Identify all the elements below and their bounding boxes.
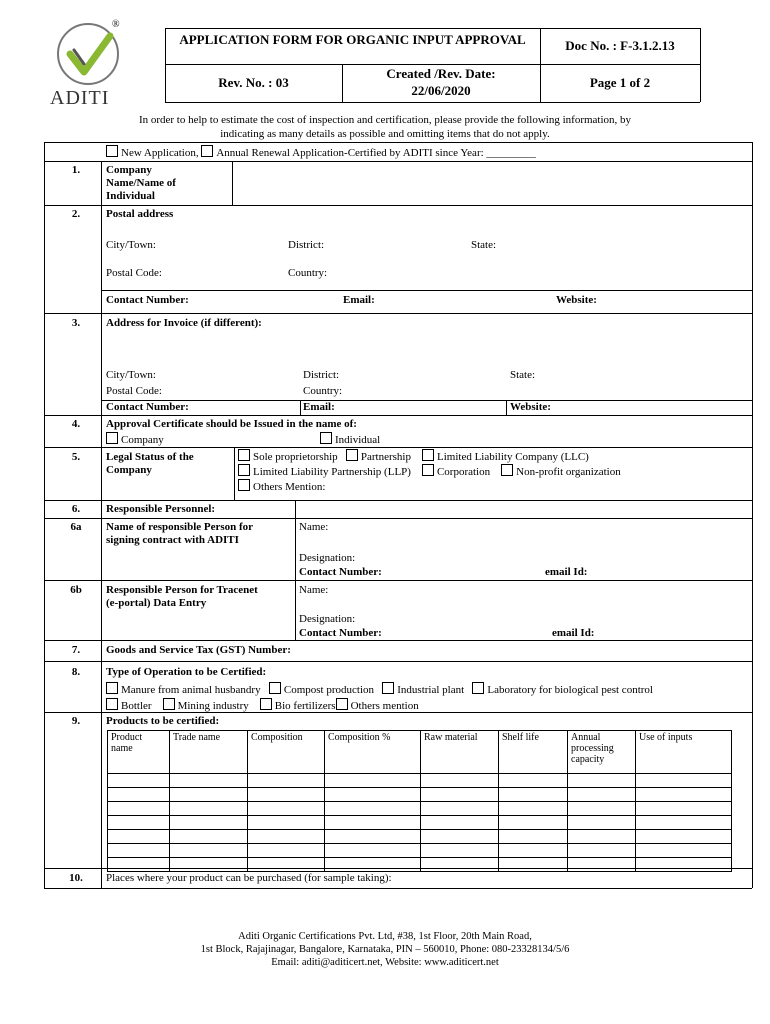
col-raw-material: Raw material [421,731,499,774]
table-row[interactable] [108,830,732,844]
legal-status-row-3: Others Mention: [238,479,325,494]
certificate-name-label: Approval Certificate should be Issued in the name of: [106,418,357,430]
operation-row-2: Bottler Mining industry Bio fertilizers Others mention [106,698,419,713]
company-name-field[interactable] [234,163,750,203]
section-6-number: 6. [71,503,81,515]
llc-checkbox[interactable] [422,449,434,461]
created-date: 22/06/2020 [411,83,471,98]
llp-checkbox[interactable] [238,464,250,476]
legal-status-row-1: Sole proprietorship Partnership Limited Liability Company (LLC) [238,449,589,464]
invoice-website-label: Website: [510,401,551,413]
partnership-checkbox[interactable] [346,449,358,461]
invoice-district-label: District: [303,369,340,381]
contract-person-designation-label: Designation: [299,552,356,564]
logo-text: ADITI [50,87,110,109]
others-operation-checkbox[interactable] [336,698,348,710]
products-table-header [108,731,732,774]
section-1-number: 1. [71,164,81,176]
laboratory-checkbox[interactable] [472,682,484,694]
registered-mark: ® [112,19,120,30]
tracenet-person-label: Responsible Person for Tracenet (e-portal) Data Entry [106,584,258,609]
responsible-personnel-label: Responsible Personnel: [106,503,216,515]
footer-line-1: Aditi Organic Certifications Pvt. Ltd, #38, 1st Floor, 20th Main Road, [238,931,532,942]
col-composition-percent: Composition % [325,731,421,774]
application-type-row: New Application, Annual Renewal Application-Certified by ADITI since Year: _________ [106,145,536,160]
legal-status-row-2: Limited Liability Partnership (LLP) Corporation Non-profit organization [238,464,621,479]
postal-city-label: City/Town: [106,239,156,251]
section-3-number: 3. [71,317,81,329]
section-6a-number: 6a [70,521,82,533]
bio-fertilizers-checkbox[interactable] [260,698,272,710]
invoice-postal-label: Postal Code: [106,385,162,397]
postal-code-label: Postal Code: [106,267,162,279]
intro-line-1: In order to help to estimate the cost of inspection and certification, please provide the following information, by [138,114,632,126]
others-legal-checkbox[interactable] [238,479,250,491]
industrial-plant-checkbox[interactable] [382,682,394,694]
invoice-email-label: Email: [303,401,335,413]
operation-row-1: Manure from animal husbandry Compost production Industrial plant Laboratory for biological pest control [106,682,653,697]
section-4-number: 4. [71,418,81,430]
table-row[interactable] [108,844,732,858]
table-row[interactable] [108,802,732,816]
section-9-number: 9. [71,715,81,727]
gst-number-label: Goods and Service Tax (GST) Number: [106,644,291,656]
contract-person-contact-label: Contact Number: [299,566,382,578]
postal-website-label: Website: [556,294,597,306]
intro-line-2: indicating as many details as possible and omitting items that do not apply. [220,128,550,140]
section-6b-number: 6b [70,584,82,596]
postal-district-label: District: [288,239,325,251]
postal-state-label: State: [471,239,497,251]
postal-email-label: Email: [343,294,375,306]
invoice-city-label: City/Town: [106,369,156,381]
sole-proprietorship-checkbox[interactable] [238,449,250,461]
section-10-number: 10. [69,872,83,884]
compost-checkbox[interactable] [269,682,281,694]
renewal-application-checkbox[interactable] [201,145,213,157]
col-annual-capacity: Annual processing capacity [568,731,636,774]
new-application-checkbox[interactable] [106,145,118,157]
tracenet-person-contact-label: Contact Number: [299,627,382,639]
col-trade-name: Trade name [170,731,248,774]
rev-number: Rev. No. : 03 [218,75,289,90]
mining-checkbox[interactable] [163,698,175,710]
col-product-name: Product name [108,731,170,774]
bottler-checkbox[interactable] [106,698,118,710]
tracenet-person-name-label: Name: [299,584,329,596]
products-label: Products to be certified: [106,715,220,727]
invoice-state-label: State: [510,369,536,381]
products-table [107,730,732,872]
page-number: Page 1 of 2 [589,75,651,90]
col-shelf-life: Shelf life [499,731,568,774]
table-row[interactable] [108,774,732,788]
contract-person-email-label: email Id: [545,566,588,578]
invoice-address-label: Address for Invoice (if different): [106,317,262,329]
postal-country-label: Country: [288,267,328,279]
section-5-number: 5. [71,451,81,463]
table-row[interactable] [108,788,732,802]
invoice-country-label: Country: [303,385,343,397]
logo [44,19,132,109]
footer-line-3: Email: aditi@aditicert.net, Website: www.aditicert.net [271,957,499,968]
certificate-individual-checkbox[interactable] [320,432,332,444]
certificate-company-option: Company [106,432,164,447]
legal-status-label: Legal Status of the Company [106,451,194,476]
footer-line-2: 1st Block, Rajajinagar, Bangalore, Karnataka, PIN – 560010, Phone: 080-23328134/5/6 [200,944,570,955]
operation-type-label: Type of Operation to be Certified: [106,666,267,678]
certificate-individual-option: Individual [320,432,380,447]
manure-checkbox[interactable] [106,682,118,694]
section-1-label: Company Name/Name of Individual [106,164,176,202]
table-row[interactable] [108,816,732,830]
purchase-places-label: Places where your product can be purchased (for sample taking): [106,872,392,884]
col-use-of-inputs: Use of inputs [636,731,732,774]
non-profit-checkbox[interactable] [501,464,513,476]
tracenet-person-designation-label: Designation: [299,613,356,625]
created-label: Created /Rev. Date: [386,66,496,81]
col-composition: Composition [248,731,325,774]
form-title: APPLICATION FORM FOR ORGANIC INPUT APPROVAL [179,32,526,47]
tracenet-person-email-label: email Id: [552,627,595,639]
certificate-company-checkbox[interactable] [106,432,118,444]
postal-address-label: Postal address [106,208,174,220]
section-2-number: 2. [71,208,81,220]
contract-person-label: Name of responsible Person for signing contract with ADITI [106,521,254,546]
section-7-number: 7. [71,644,81,656]
contract-person-name-label: Name: [299,521,329,533]
doc-number: Doc No. : F-3.1.2.13 [565,38,675,53]
section-8-number: 8. [71,666,81,678]
corporation-checkbox[interactable] [422,464,434,476]
postal-contact-label: Contact Number: [106,294,189,306]
invoice-contact-label: Contact Number: [106,401,189,413]
table-row[interactable] [108,858,732,872]
